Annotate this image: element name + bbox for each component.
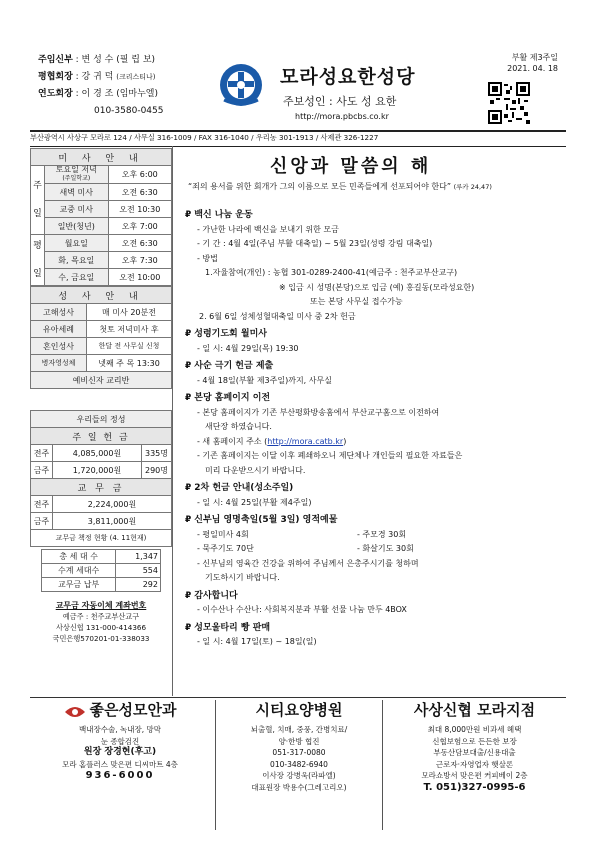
donation-title: 교무금 자동이체 계좌번호	[55, 601, 147, 610]
news-line: - 가난한 나라에 백신을 보내기 위한 모금	[197, 224, 339, 234]
issue-date: 2021. 04. 18	[507, 64, 558, 73]
news-title: ₽ 성모울타리 빵 판매	[185, 622, 271, 633]
mass-time: 오후 7:00	[108, 218, 171, 235]
sacrament-desc: 한달 전 사무실 신청	[87, 338, 172, 355]
contact-line: 부산광역시 사상구 모라로 124 / 사무실 316-1009 / FAX 316-1040 / 우리농 301-1913 / 사제관 326-1227	[30, 133, 379, 142]
status-value: 1,347	[116, 550, 161, 564]
scripture-verse	[188, 181, 492, 192]
pastor-row: 주임신부 : 변 성 수 (필 립 보)	[38, 55, 156, 65]
news-line: - 일 시: 4월 25일(부활 제4주일)	[197, 497, 312, 507]
sacrament-title: 성 사 안 내	[31, 287, 172, 304]
ad-credit-union	[383, 700, 566, 830]
ad-line: 원장 장경현(후고)	[83, 747, 157, 757]
issue-title: 부활 제3주일	[511, 53, 558, 62]
mass-day: 새벽 미사	[45, 184, 109, 201]
news-list	[185, 205, 565, 650]
yeondo-name: 이 경 조 (임마누엘)	[81, 89, 159, 99]
news-line: - 새 홈페이지 주소 (http://mora.catb.kr)	[197, 436, 347, 446]
ad-line: 010-3482-6940	[270, 759, 328, 769]
news-line: - 일 시: 4월 17일(토) ~ 18일(일)	[197, 637, 317, 646]
council-name: 강 귀 덕	[81, 72, 114, 82]
yeondo-row: 연도회장 : 이 경 조 (임마누엘)	[38, 89, 159, 99]
catechumen-class: 예비신자 교리반	[31, 372, 172, 389]
mass-day: 토요일 저녁 (주일학교)	[45, 166, 109, 184]
council-row: 평협회장 : 강 귀 덕 (크리스티나)	[38, 72, 156, 82]
ad-name: 좋은성모안과	[30, 700, 210, 720]
mass-day: 수, 금요일	[45, 269, 109, 286]
mass-time: 오전 10:30	[108, 201, 171, 218]
phone: 010-3580-0455	[94, 106, 164, 116]
offering-label: 전주	[31, 445, 53, 462]
offering-amount: 1,720,000원	[53, 462, 142, 479]
ad-phone: 936-6000	[85, 770, 155, 781]
ad-line: 051-317-0080	[272, 748, 326, 757]
news-line: 2. 6월 6일 성체성혈대축일 미사 중 2차 헌금	[199, 311, 356, 321]
main-title: 신앙과 말씀의 해	[270, 156, 432, 177]
news-line: 1.자율참여(개인) : 농협 301-0289-2400-41(예금주 : 천주교부산교구)	[205, 268, 458, 277]
ad-eye-clinic	[30, 700, 210, 830]
ad-line: 최대 8,000만원 비과세 혜택	[427, 725, 522, 734]
sacrament-name: 병자영성체	[31, 355, 87, 372]
eye-clinic-logo-icon	[64, 704, 86, 718]
news-line: - 4월 18일(부활 제3주일)까지, 사무실	[197, 375, 332, 385]
mass-day: 일반(청년)	[45, 218, 109, 235]
news-line: - 기 간 : 4월 4일(주님 부활 대축일) ~ 5월 23일(성령 강림 대축일)	[197, 239, 433, 248]
offering-title: 우리들의 정성	[31, 411, 172, 428]
homepage-url[interactable]: http://mora.pbcbs.co.kr	[295, 112, 389, 121]
donation-account: 국민은행570201-01-338033	[52, 634, 150, 643]
divider	[30, 697, 566, 698]
news-line: 새단장 하였습니다.	[205, 422, 272, 431]
news-line: 기도하시기 바랍니다.	[205, 573, 280, 582]
verse-ref: (루카 24,47)	[453, 183, 492, 191]
ad-line: 눈 종합검진	[100, 736, 140, 746]
parish-name: 모라성요한성당	[280, 66, 416, 88]
left-column	[30, 148, 172, 644]
mass-title: 미 사 안 내	[31, 149, 172, 166]
offering-count: 335명	[142, 445, 172, 462]
news-title: ₽ 성령기도회 월미사	[185, 329, 267, 339]
patron-saint: 주보성인 : 사도 성 요한	[283, 95, 397, 108]
sacrament-desc: 넷째 주 목 13:30	[87, 355, 172, 372]
tithe-amount: 3,811,000원	[53, 513, 172, 530]
issue-info	[478, 52, 558, 74]
tithe-amount: 2,224,000원	[53, 496, 172, 513]
status-label: 수계 세대수	[42, 564, 116, 578]
ad-line: 백내장수술, 녹내장, 망막	[79, 725, 161, 734]
pastor-name: 변 성 수 (필 립 보)	[81, 55, 156, 65]
sacrament-name: 유아세례	[31, 321, 87, 338]
status-value: 554	[116, 564, 161, 578]
donation-account: 사상신협 131-000-414366	[55, 623, 147, 632]
donation-holder: 예금주 : 천주교부산교구	[62, 612, 140, 621]
mass-day: 월요일	[45, 235, 109, 252]
donation-info	[30, 600, 172, 644]
status-value: 292	[116, 578, 161, 592]
qr-code-icon[interactable]	[488, 82, 530, 124]
status-label: 교무금 납부	[42, 578, 116, 592]
church-logo-icon	[216, 60, 266, 110]
news-line: - 신부님의 영육간 건강을 위하여 주님께서 은총주시기를 청하며	[197, 558, 419, 568]
mass-day: 교중 미사	[45, 201, 109, 218]
council-note: (크리스티나)	[116, 73, 156, 81]
column-divider	[172, 146, 173, 696]
yeondo-label: 연도회장	[38, 89, 73, 99]
ad-phone: T. 051)327-0995-6	[423, 781, 526, 793]
news-line: - 이수산나 수산나: 사회복지분과 부활 선물 나눔 만두 4BOX	[197, 605, 407, 614]
sacrament-desc: 매 미사 20분전	[87, 304, 172, 321]
pastor-label: 주임신부	[38, 55, 73, 65]
spacer	[30, 389, 172, 410]
offering-amount: 4,085,000원	[53, 445, 142, 462]
tithe-status-table	[41, 549, 161, 592]
tithe-label: 전주	[31, 496, 53, 513]
offering-label: 금주	[31, 462, 53, 479]
ad-line: 양·한방 협진	[278, 736, 320, 746]
tithe-title: 교 무 금	[31, 479, 172, 496]
news-line: - 일 시: 4월 29일(목) 19:30	[197, 343, 299, 353]
ad-line: 뇌출혈, 치매, 중풍, 간병치료/	[250, 725, 348, 734]
divider	[30, 146, 566, 147]
mass-time: 오후 7:30	[108, 252, 171, 269]
news-line: - 평일미사 4회 - 주모경 30회	[197, 529, 407, 539]
news-line: ※ 입금 시 성명(본당)으로 입금 (예) 홍길동(모라성요한)	[279, 282, 475, 292]
sacrament-name: 혼인성사	[31, 338, 87, 355]
ad-line: 이사장 강병욱(라파엘)	[262, 771, 336, 780]
status-label: 총 세 대 수	[42, 550, 116, 564]
mass-time: 오전 6:30	[108, 235, 171, 252]
sacrament-name: 고해성사	[31, 304, 87, 321]
ad-line: 신협보험으로 든든한 보장	[432, 736, 517, 746]
ad-nursing-hospital	[215, 700, 383, 830]
new-homepage-link[interactable]: http://mora.catb.kr	[267, 436, 344, 446]
mass-day: 화, 목요일	[45, 252, 109, 269]
ad-line: 모라 홈플러스 맞은편 디씨마트 4층	[62, 759, 178, 769]
mass-time: 오후 6:00	[108, 166, 171, 184]
news-title: ₽ 사순 극기 헌금 제출	[185, 361, 274, 371]
news-line: - 방법	[197, 253, 218, 263]
mass-time: 오전 6:30	[108, 184, 171, 201]
ad-name: 사상신협 모라지점	[413, 701, 536, 719]
ad-line: 모라쇼방서 맞은편 커피베이 2층	[421, 771, 528, 780]
ad-line: 대표원장 박용수(그레고리오)	[251, 782, 347, 792]
tithe-label: 금주	[31, 513, 53, 530]
news-title: ₽ 2차 헌금 안내(성소주일)	[185, 483, 294, 493]
divider	[30, 130, 566, 132]
news-title: ₽ 신부님 영명축일(5월 3일) 영적예물	[185, 515, 338, 525]
ad-name: 시티요양병원	[255, 701, 343, 719]
news-line: - 본당 홈페이지가 기존 부산평화방송홈에서 부산교구홈으로 이전하여	[197, 407, 440, 417]
news-line: 또는 본당 사무실 접수가능	[310, 297, 403, 306]
news-line: 미리 다운받으시기 바랍니다.	[205, 465, 306, 475]
mass-schedule-table	[30, 148, 172, 286]
council-label: 평협회장	[38, 72, 73, 82]
news-title: ₽ 백신 나눔 운동	[185, 210, 253, 220]
offering-table	[30, 410, 172, 547]
mass-time: 오전 10:00	[108, 269, 171, 286]
sacrament-desc: 첫토 저녁미사 후	[87, 321, 172, 338]
tithe-status-title: 교무금 책정 현황 (4. 11현재)	[31, 530, 172, 547]
verse-text: “죄의 용서를 위한 회개가 그의 이름으로 모든 민족들에게 선포되어야 한다”	[188, 182, 452, 191]
ad-line: 부동산담보대출/신용대출	[433, 748, 516, 757]
sacrament-table	[30, 286, 172, 389]
news-line: - 기존 홈페이지는 이달 이후 폐쇄하오니 제단체나 개인들의 필요한 자료들은	[197, 451, 463, 460]
news-title: ₽ 감사합니다	[185, 590, 238, 601]
news-title: ₽ 본당 홈페이지 이전	[185, 393, 271, 403]
sunday-offering-title: 주 일 헌 금	[31, 428, 172, 445]
ad-line: 근로자·자영업자 햇살론	[435, 759, 514, 769]
offering-count: 290명	[142, 462, 172, 479]
sunday-side: 주 일	[31, 166, 45, 235]
header-info	[38, 52, 163, 120]
weekday-side: 평 일	[31, 235, 45, 286]
news-line: - 묵주기도 70단 - 화살기도 30회	[197, 544, 414, 553]
